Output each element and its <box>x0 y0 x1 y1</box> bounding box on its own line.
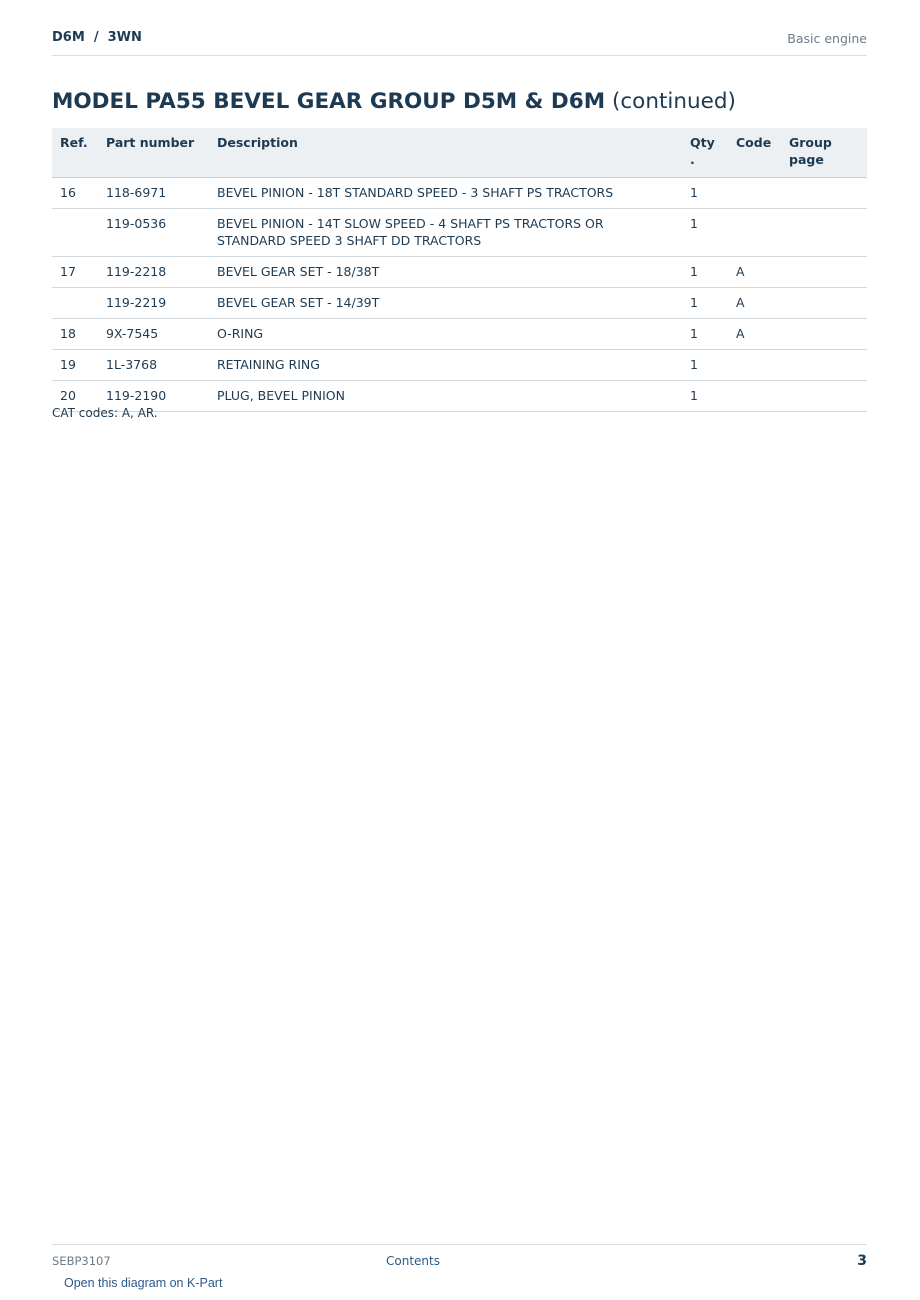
cell-group-page <box>781 257 867 288</box>
cell-description: BEVEL GEAR SET - 18/38T <box>209 257 682 288</box>
parts-table <box>52 128 867 412</box>
footer-doc-number: SEBP3107 <box>52 1254 111 1268</box>
page-header <box>52 28 867 56</box>
page-title-suffix: (continued) <box>611 89 736 114</box>
cell-code: A <box>728 319 781 350</box>
table-row <box>52 178 867 209</box>
cell-qty: 1 <box>682 288 728 319</box>
cell-description: PLUG, BEVEL PINION <box>209 381 682 412</box>
cell-group-page <box>781 288 867 319</box>
header-section: Basic engine <box>787 31 867 46</box>
table-header-row <box>52 128 867 178</box>
footer-page-number: 3 <box>857 1253 867 1269</box>
cell-part-number: 9X-7545 <box>98 319 209 350</box>
cell-description: RETAINING RING <box>209 350 682 381</box>
cell-description: BEVEL GEAR SET - 14/39T <box>209 288 682 319</box>
header-description: Description <box>209 128 682 178</box>
cell-part-number: 119-2219 <box>98 288 209 319</box>
table-row <box>52 209 867 257</box>
cell-part-number: 1L-3768 <box>98 350 209 381</box>
table-row <box>52 319 867 350</box>
cell-part-number: 118-6971 <box>98 178 209 209</box>
cell-ref <box>52 288 98 319</box>
table-row <box>52 257 867 288</box>
page-title-main: MODEL PA55 BEVEL GEAR GROUP D5M & D6M <box>52 89 606 114</box>
header-group-page: Group page <box>781 128 867 178</box>
cell-ref <box>52 209 98 257</box>
cell-ref: 20 <box>52 381 98 412</box>
parts-table-body <box>52 178 867 412</box>
cell-qty: 1 <box>682 178 728 209</box>
cell-group-page <box>781 350 867 381</box>
page-footer <box>52 1244 867 1275</box>
cell-ref: 18 <box>52 319 98 350</box>
table-row <box>52 288 867 319</box>
header-qty: Qty . <box>682 128 728 178</box>
cell-group-page <box>781 319 867 350</box>
cell-group-page <box>781 381 867 412</box>
cell-group-page <box>781 178 867 209</box>
cell-code: A <box>728 257 781 288</box>
cell-code <box>728 178 781 209</box>
cell-part-number: 119-2190 <box>98 381 209 412</box>
header-part-number: Part number <box>98 128 209 178</box>
cell-ref: 17 <box>52 257 98 288</box>
header-code: Code <box>728 128 781 178</box>
cell-part-number: 119-0536 <box>98 209 209 257</box>
cell-qty: 1 <box>682 350 728 381</box>
cell-code <box>728 350 781 381</box>
table-row <box>52 381 867 412</box>
cell-description: BEVEL PINION - 18T STANDARD SPEED - 3 SHAFT PS TRACTORS <box>209 178 682 209</box>
cell-part-number: 119-2218 <box>98 257 209 288</box>
cell-code <box>728 209 781 257</box>
kpart-diagram-link[interactable]: Open this diagram on K-Part <box>64 1276 223 1290</box>
cell-qty: 1 <box>682 209 728 257</box>
cell-description: O-RING <box>209 319 682 350</box>
page-title <box>52 89 736 114</box>
header-model: D6M / 3WN <box>52 30 142 45</box>
cell-description: BEVEL PINION - 14T SLOW SPEED - 4 SHAFT PS TRACTORS OR STANDARD SPEED 3 SHAFT DD TRACTORS <box>209 209 682 257</box>
contents-link[interactable]: Contents <box>386 1254 440 1268</box>
cell-code: A <box>728 288 781 319</box>
cell-group-page <box>781 209 867 257</box>
cat-codes-note: CAT codes: A, AR. <box>52 406 158 420</box>
table-row <box>52 350 867 381</box>
cell-qty: 1 <box>682 319 728 350</box>
cell-qty: 1 <box>682 381 728 412</box>
cell-ref: 19 <box>52 350 98 381</box>
cell-qty: 1 <box>682 257 728 288</box>
cell-ref: 16 <box>52 178 98 209</box>
cell-code <box>728 381 781 412</box>
header-ref: Ref. <box>52 128 98 178</box>
